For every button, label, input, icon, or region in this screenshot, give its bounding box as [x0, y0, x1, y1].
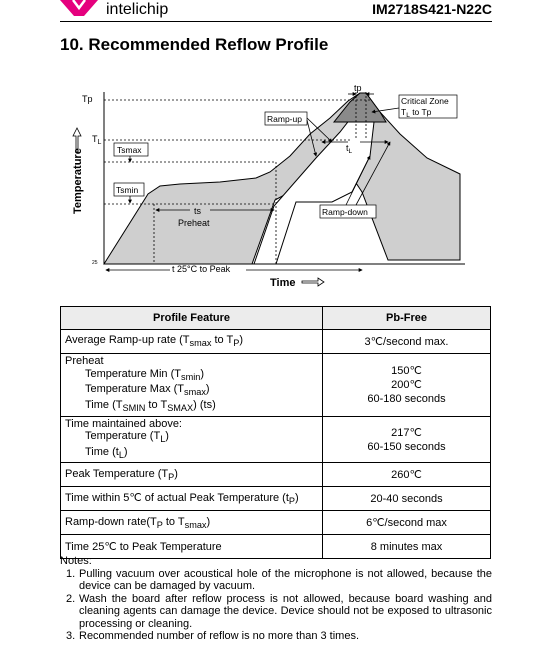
brand-name: intelichip [106, 1, 169, 18]
column-header-pb-free: Pb-Free [323, 307, 491, 330]
note-item: 2. Wash the board after reflow process is not allowed, because board washing and cleaning agents can damage the device. Device should not be exposed to ultrasonic processing or cleaning. [66, 592, 492, 630]
tp-duration-label: tp [354, 83, 362, 93]
notes-section [60, 555, 492, 643]
table-row [61, 416, 491, 463]
ramp-up-label: Ramp-up [267, 114, 302, 124]
note-item: 3. Recommended number of reflow is no more than 3 times. [66, 630, 360, 642]
time-above-values: 217℃ 60-150 seconds [323, 416, 491, 463]
tsmax-label: Tsmax [117, 145, 142, 155]
tsmin-label: Tsmin [116, 185, 139, 195]
brand-logo-icon [60, 0, 98, 16]
ramp-up-feature: Average Ramp-up rate ($T_{smax}$ to $T_P$) [61, 330, 323, 354]
table-row [61, 511, 491, 535]
ts-label: ts [194, 206, 202, 216]
time-within-peak-value: 20-40 seconds [323, 487, 491, 511]
peak-temperature-value: 260℃ [323, 463, 491, 487]
header-divider [60, 21, 492, 22]
time-within-peak-feature: Time within 5℃ of actual Peak Temperature $(t_P)$ [61, 487, 323, 511]
table-row [61, 463, 491, 487]
y-25-label: 25 [92, 260, 98, 266]
ramp-up-value: 3℃/second max. [323, 330, 491, 354]
table-row [61, 487, 491, 511]
preheat-feature: Preheat Temperature Min $(T_{smin})$ Temperature Max $(T_{smax})$ Time ($T_{SMIN}$ to $T_{SMAX}$) (ts) [61, 354, 323, 417]
notes-heading: Notes: [60, 555, 92, 567]
reflow-profile-table [60, 306, 491, 559]
ramp-down-value: 6℃/second max [323, 511, 491, 535]
section-title: 10. Recommended Reflow Profile [60, 35, 329, 54]
preheat-label: Preheat [178, 218, 210, 228]
critical-zone-label: Critical Zone [401, 96, 449, 106]
document-id: IM2718S421-N22C [372, 1, 492, 17]
tl-duration-label: $t_L$ [346, 143, 353, 155]
arrow-right-icon [302, 278, 324, 286]
t25-peak-label: t 25°C to Peak [172, 264, 231, 274]
table-row [61, 354, 491, 417]
y-axis-title: Temperature [72, 148, 84, 214]
peak-temperature-feature: Peak Temperature $(T_P)$ [61, 463, 323, 487]
critical-zone-range: $T_L$ to Tp [401, 107, 432, 119]
tp-axis-label: Tp [82, 94, 93, 104]
page-header [0, 0, 552, 22]
time-above-feature: Time maintained above: Temperature $(T_L)$ Time $(t_L)$ [61, 416, 323, 463]
table-row [61, 330, 491, 354]
x-axis-title: Time [270, 277, 296, 289]
ramp-down-feature: Ramp-down $rate(T_P$ to $T_{smax}$) [61, 511, 323, 535]
reflow-profile-diagram [70, 82, 490, 294]
ramp-down-label: Ramp-down [322, 207, 368, 217]
time-to-peak-feature: Time 25℃ to Peak Temperature [61, 535, 323, 559]
note-item: 1. Pulling vacuum over acoustical hole of the microphone is not allowed, because the device can be damaged by vacuum. [66, 567, 492, 592]
tl-axis-label: $T_L$ [92, 134, 102, 146]
preheat-values: 150℃ 200℃ 60-180 seconds [323, 354, 491, 417]
time-to-peak-value: 8 minutes max [323, 535, 491, 559]
column-header-feature: Profile Feature [61, 307, 323, 330]
